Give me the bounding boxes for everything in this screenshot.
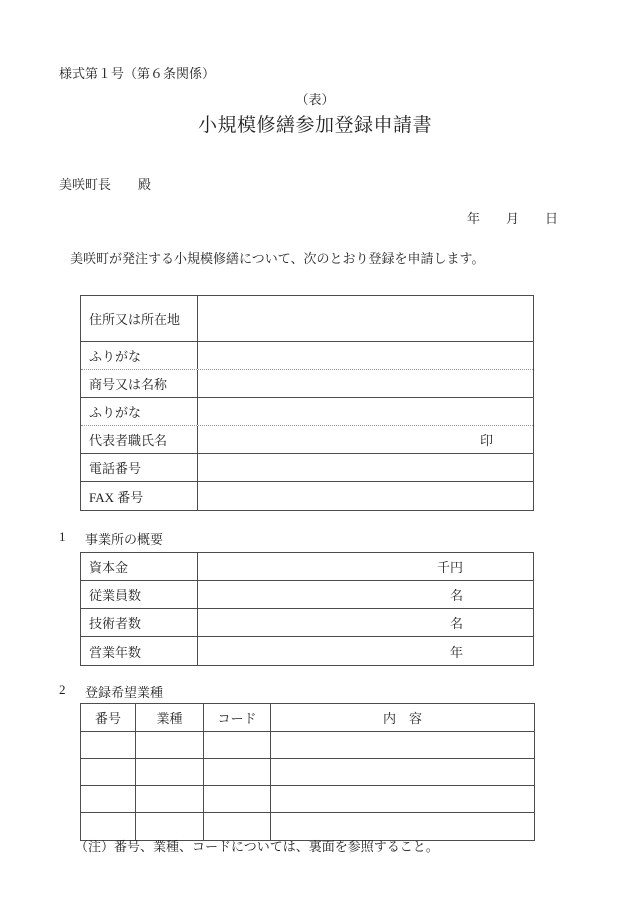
addressee-honorific: 殿 — [138, 177, 152, 192]
side-indicator: （表） — [295, 92, 335, 107]
table-row — [81, 732, 534, 759]
fax-field — [198, 482, 533, 510]
addressee-name: 美咲町長 — [59, 177, 112, 192]
form-number-label: 様式第１号（第６条関係） — [59, 66, 216, 81]
table-row — [81, 482, 533, 510]
row-label: 営業年数 — [81, 637, 198, 665]
table-row — [81, 553, 533, 581]
number-cell — [81, 732, 136, 758]
unit-label: 名 — [449, 588, 463, 603]
column-header: 業種 — [136, 704, 204, 731]
row-label: 住所又は所在地 — [81, 296, 198, 341]
unit-label: 千円 — [436, 560, 463, 575]
table-row — [81, 637, 533, 665]
table-row — [81, 426, 533, 454]
number-cell — [81, 786, 136, 812]
table-row — [81, 370, 533, 398]
section1-label: 事業所の概要 — [85, 532, 164, 547]
representative-field — [198, 426, 533, 453]
section2-heading — [59, 682, 163, 701]
number-cell — [81, 759, 136, 785]
table-row — [81, 786, 534, 813]
table-row — [81, 609, 533, 637]
desired-business-table — [80, 703, 535, 841]
business-type-cell — [136, 732, 204, 758]
content-cell — [271, 732, 534, 758]
furigana-field — [198, 398, 533, 425]
row-label: 電話番号 — [81, 454, 198, 481]
table-row — [81, 454, 533, 482]
content-cell — [271, 786, 534, 812]
row-label: 代表者職氏名 — [81, 426, 198, 453]
content-cell — [271, 759, 534, 785]
furigana-field — [198, 342, 533, 369]
code-cell — [204, 759, 271, 785]
intro-text: 美咲町が発注する小規模修繕について、次のとおり登録を申請します。 — [70, 251, 485, 266]
company-name-field — [198, 370, 533, 397]
column-header: コード — [204, 704, 271, 731]
table-header-row — [81, 704, 534, 732]
applicant-table — [80, 295, 534, 511]
section1-number: 1 — [59, 529, 66, 544]
phone-field — [198, 454, 533, 481]
address-field — [198, 296, 533, 341]
row-label: 従業員数 — [81, 581, 198, 608]
unit-label: 名 — [449, 616, 463, 631]
table-row — [81, 759, 534, 786]
code-cell — [204, 732, 271, 758]
row-label: FAX 番号 — [81, 482, 198, 510]
column-header: 番号 — [81, 704, 136, 731]
row-label: 技術者数 — [81, 609, 198, 636]
table-row — [81, 296, 533, 342]
table-row — [81, 398, 533, 426]
business-type-cell — [136, 759, 204, 785]
section1-heading — [59, 529, 163, 548]
seal-mark: 印 — [479, 433, 493, 448]
section2-number: 2 — [59, 682, 66, 697]
addressee-line — [59, 174, 151, 193]
row-label: 資本金 — [81, 553, 198, 580]
note-text: （注）番号、業種、コードについては、裏面を参照すること。 — [75, 839, 439, 854]
row-label: 商号又は名称 — [81, 370, 198, 397]
unit-label: 年 — [449, 644, 463, 660]
table-row — [81, 581, 533, 609]
date-line: 年 月 日 — [466, 211, 558, 226]
column-header: 内 容 — [382, 711, 422, 726]
page-title: 小規模修繕参加登録申請書 — [197, 115, 432, 136]
business-type-cell — [136, 786, 204, 812]
row-label: ふりがな — [81, 342, 198, 369]
section2-label: 登録希望業種 — [85, 685, 164, 700]
business-overview-table — [80, 552, 534, 666]
code-cell — [204, 786, 271, 812]
row-label: ふりがな — [81, 398, 198, 425]
table-row — [81, 342, 533, 370]
